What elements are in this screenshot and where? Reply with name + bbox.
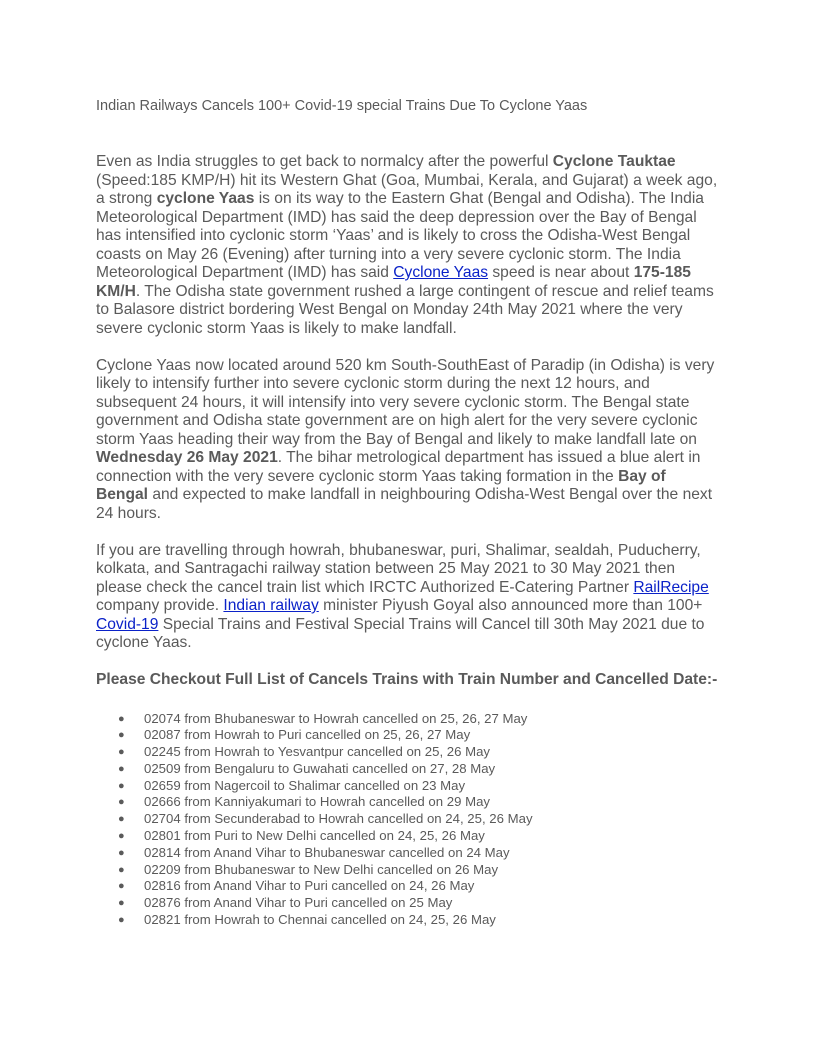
paragraph-travel [96,542,720,653]
list-item [96,727,720,744]
train-entry: 02209 from Bhubaneswar to New Delhi cancelled on 26 May [144,861,499,877]
bullet-icon: ● [118,846,125,859]
paragraph-text: is on its way to the Eastern Ghat (Bengal and Odisha). The India Meteorological Department (IMD) has said the deep depression over the Bay of Bengal has intensified into cyclonic storm ‘Yaas’ and is likely to cross the Odisha-West Bengal coasts on May 26 (Evening) after turning into a very severe cyclonic storm. The India Meteorological Department (IMD) has said [96,190,704,281]
train-entry: 02245 from Howrah to Yesvantpur cancelled on 25, 26 May [144,744,491,760]
train-entry: 02666 from Kanniyakumari to Howrah cancelled on 29 May [144,794,490,810]
paragraph-text: (Speed:185 KMP/H) hit its Western Ghat (Goa, Mumbai, Kerala, and Gujarat) a week ago, a strong [96,171,718,207]
paragraph-text: . The Odisha state government rushed a large contingent of rescue and relief teams to Balasore district bordering West Bengal on Monday 24th May 2021 where the very severe cyclonic storm Yaas is likely to make landfall. [96,282,714,337]
list-item [96,845,720,862]
paragraph-text: If you are travelling through howrah, bhubaneswar, puri, Shalimar, sealdah, Puducherry, kolkata, and Santragachi railway station between 25 May 2021 to 30 May 2021 then please check the cancel train list which IRCTC Authorized E-Catering Partner [96,541,701,596]
indian-railway-link[interactable]: Indian railway [223,597,319,614]
list-item [96,744,720,761]
train-entry: 02074 from Bhubaneswar to Howrah cancelled on 25, 26, 27 May [144,710,528,726]
bullet-icon: ● [118,712,125,725]
list-item [96,778,720,795]
train-entry: 02821 from Howrah to Chennai cancelled on 24, 25, 26 May [144,912,496,928]
railrecipe-link[interactable]: RailRecipe [633,578,709,596]
train-entry: 02659 from Nagercoil to Shalimar cancelled on 23 May [144,777,466,793]
list-item [96,912,720,929]
train-entry: 02509 from Bengaluru to Guwahati cancelled on 27, 28 May [144,760,496,776]
list-item [96,711,720,728]
paragraph-text: Cyclone Yaas now located around 520 km South-SouthEast of Paradip (in Odisha) is very likely to intensify further into severe cyclonic storm during the next 12 hours, and subsequent 24 hours, it will intensify into very severe cyclonic storm. The Bengal state government and Odisha state government are on high alert for the very severe cyclonic storm Yaas heading their way from the Bay of Bengal and likely to make landfall late on [96,356,715,448]
bullet-icon: ● [118,746,125,759]
list-item [96,895,720,912]
paragraph-text: . The bihar metrological department has issued a blue alert in connection with the very severe cyclonic storm Yaas taking formation in the [96,449,701,485]
bold-text: Bay of Bengal [96,467,666,503]
bullet-icon: ● [118,762,125,775]
train-entry: 02087 from Howrah to Puri cancelled on 25, 26, 27 May [144,727,471,743]
bold-text: Wednesday 26 May 2021 [96,449,278,466]
list-item [96,794,720,811]
bullet-icon: ● [118,863,125,876]
paragraph-text: company provide. [96,597,224,614]
list-item [96,811,720,828]
paragraph-text: minister Piyush Goyal also announced more than 100+ [318,597,703,614]
bold-text: 175-185 KM/H [96,264,691,300]
train-entry: 02816 from Anand Vihar to Puri cancelled on 24, 26 May [144,878,475,894]
bullet-icon: ● [118,796,125,809]
paragraph-text: and expected to make landfall in neighbouring Odisha-West Bengal over the next 24 hours. [96,486,713,522]
cancelled-trains-list [96,711,720,929]
cyclone-yaas-link[interactable]: Cyclone Yaas [393,264,489,281]
list-heading: Please Checkout Full List of Cancels Trains with Train Number and Cancelled Date:- [96,671,718,688]
paragraph-intro [96,153,720,338]
list-item [96,828,720,845]
covid-19-link[interactable]: Covid-19 [96,615,159,633]
train-entry: 02801 from Puri to New Delhi cancelled on 24, 25, 26 May [144,828,485,844]
train-entry: 02876 from Anand Vihar to Puri cancelled on 25 May [144,895,453,911]
document-page [96,96,720,929]
bullet-icon: ● [118,813,125,826]
bullet-icon: ● [118,729,125,742]
document-title: Indian Railways Cancels 100+ Covid-19 special Trains Due To Cyclone Yaas [96,98,588,114]
bullet-icon: ● [118,880,125,893]
paragraph-text: Special Trains and Festival Special Trains will Cancel till 30th May 2021 due to cyclone Yaas. [96,615,705,651]
list-item [96,878,720,895]
bullet-icon: ● [118,897,125,910]
paragraph-location [96,357,720,524]
list-item [96,761,720,778]
train-entry: 02704 from Secunderabad to Howrah cancelled on 24, 25, 26 May [144,811,533,827]
bullet-icon: ● [118,830,125,843]
paragraph-text: Even as India struggles to get back to normalcy after the powerful [96,153,553,170]
bold-text: Cyclone Tauktae [552,153,676,170]
list-item [96,862,720,879]
bold-text: cyclone Yaas [156,190,255,207]
paragraph-text: speed is near about [488,264,634,281]
bullet-icon: ● [118,779,125,792]
train-entry: 02814 from Anand Vihar to Bhubaneswar cancelled on 24 May [144,844,510,860]
bullet-icon: ● [118,914,125,927]
